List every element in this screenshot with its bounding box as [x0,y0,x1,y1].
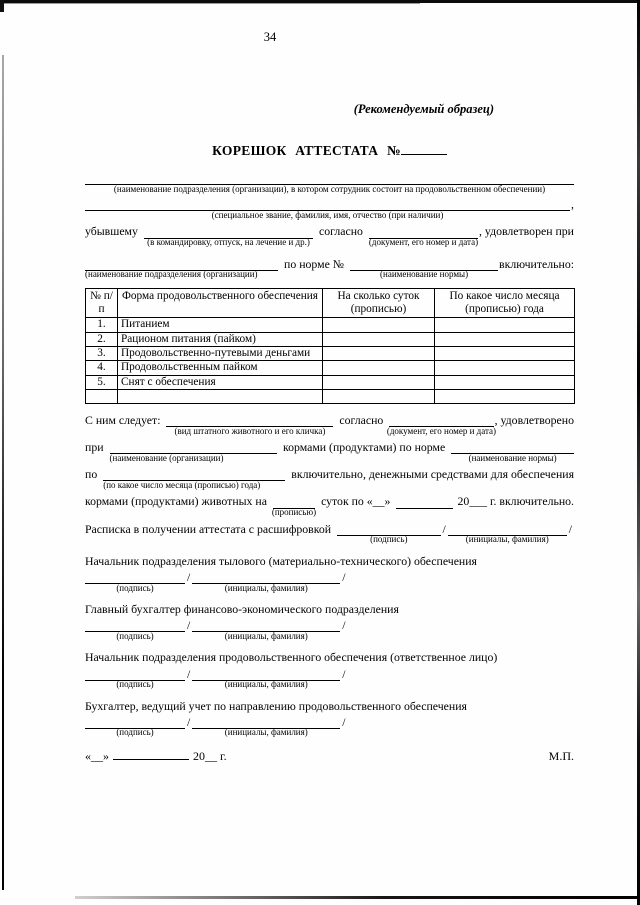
initials-caption: (инициалы, фамилия) [224,727,308,738]
norm-name-blank [350,257,498,280]
unit-name-blank [85,171,574,194]
row-days [323,318,435,332]
signature-caption: (подпись) [116,727,154,738]
row-until [435,361,575,375]
header-num: № п/п [86,288,118,318]
row-num: 4. [86,361,118,375]
signature-blank [85,570,185,593]
signature-caption: (подпись) [116,582,154,593]
departed-line [85,224,574,247]
according-label: согласно [319,224,363,239]
initials-caption: (инициалы, фамилия) [224,630,308,641]
row-form: Продовольственным пайком [118,361,323,375]
scan-edge-bottom [75,896,637,899]
days-count-caption: (прописью) [271,507,317,518]
fodder-norm-blank [451,440,574,463]
satisfied2-label: , удовлетворено [494,412,574,427]
receipt-line [85,521,574,545]
issuing-unit-caption: (наименование подразделения (организации) [85,269,258,280]
receipt-label: Расписка в получении аттестата с расшифровкой [85,521,332,536]
form-title [85,143,574,159]
form-title-text: КОРЕШОК АТТЕСТАТА № [212,143,401,158]
inclusive-label: включительно: [499,256,574,271]
initials-caption: (инициалы, фамилия) [224,679,308,690]
norm-line [85,256,574,280]
signature-title: Начальник подразделения продовольственного обеспечения (ответственное лицо) [85,650,498,665]
table-row [86,361,575,375]
departed-label: убывшему [85,224,138,239]
form-content [85,0,574,763]
date-day: «__» [85,748,109,763]
norm-number-label: по норме № [284,256,345,271]
unit-line-caption: (наименование подразделения (организации), в котором сотрудник состоит на продовольственном обеспечении) [113,183,546,194]
row-form: Рационом питания (пайком) [118,332,323,346]
row-num: 3. [86,346,118,360]
row-days [323,361,435,375]
scan-edge-left-corner [0,0,4,12]
row-until [435,375,575,389]
slash: / [568,521,572,536]
signature-block [85,650,574,690]
row-until [435,389,575,403]
table-row [86,375,575,389]
date-year: 20__ г. [193,748,227,763]
fodder-norm-label: кормами (продуктами) по норме [282,440,446,455]
signature-line [85,666,574,690]
signature-title: Главный бухгалтер финансово-экономического подразделения [85,602,399,617]
destination-blank [144,225,313,247]
row-days [323,389,435,403]
signature-block [85,602,574,641]
row-form [118,389,323,403]
row-days [323,346,435,360]
fodder-norm-caption: (наименование нормы) [468,452,557,463]
signature-line [85,569,574,593]
signature-blank [85,667,185,690]
row-num: 1. [86,318,118,332]
row-days [323,375,435,389]
row-until [435,332,575,346]
recommended-sample-note: (Рекомендуемый образец) [353,102,494,116]
table-row [86,346,575,360]
until-label: по [85,467,98,482]
person-line-caption: (специальное звание, фамилия, имя, отчество (при наличии) [211,209,444,220]
certificate-number-blank [401,144,447,155]
scan-edge-left [2,55,4,890]
until-date-blank [103,467,285,490]
animal-line3 [85,467,574,490]
receipt-initials-caption: (инициалы, фамилия) [465,534,549,545]
initials-blank [192,667,340,690]
signature-caption: (подпись) [116,679,154,690]
initials-blank [192,570,340,593]
row-form: Снят с обеспечения [118,375,323,389]
initials-blank [192,715,340,738]
initials-caption: (инициалы, фамилия) [224,582,308,593]
page-number: 34 [263,30,277,44]
animal-line1 [85,412,574,436]
table-row [86,332,575,346]
date-line [85,749,227,763]
initials-blank [192,618,340,641]
slash: / [187,714,191,729]
signature-blank [85,715,185,738]
animal-line4 [85,494,574,518]
until-date-caption: (по какое число месяца (прописью) года) [103,479,261,490]
destination-caption: (в командировку, отпуск, на лечение и др.) [147,237,310,247]
slash: / [187,666,191,681]
row-until [435,318,575,332]
satisfied-label: , удовлетворен при [479,224,574,239]
row-form: Питанием [118,318,323,332]
person-line [85,197,574,220]
norm-name-caption: (наименование нормы) [380,269,469,280]
slash: / [187,618,191,633]
row-num [86,389,118,403]
signature-line [85,714,574,738]
organization-blank [109,440,277,463]
signature-line [85,618,574,641]
footer-row [85,749,574,763]
person-name-blank [85,197,570,220]
person-line-comma: , [571,197,574,212]
table-row [86,318,575,332]
month-blank [396,495,452,509]
issuing-unit-blank [85,257,278,280]
slash: / [342,618,346,633]
table-header-row [86,288,575,318]
slash: / [342,666,346,681]
header-until: По какое число месяца (прописью) года [435,288,575,318]
signature-block [85,698,574,738]
row-num: 2. [86,332,118,346]
unit-line [85,171,574,194]
header-form: Форма продовольственного обеспечения [118,288,323,318]
header-days: На сколько суток (прописью) [323,288,435,318]
animal-section [85,412,574,545]
document2-blank [386,413,497,436]
table-row-empty [86,389,575,403]
signature-title: Начальник подразделения тылового (материально-технического) обеспечения [85,553,477,568]
stamp-place: М.П. [548,748,574,763]
slash: / [442,521,446,536]
slash: / [187,569,191,584]
at-label: при [85,440,104,455]
signature-blank [85,618,185,641]
row-until [435,346,575,360]
receipt-initials-blank [448,522,567,545]
signature-title: Бухгалтер, ведущий учет по направлению продовольственного обеспечения [85,698,467,713]
organization-caption: (наименование (организации) [109,452,224,463]
signature-caption: (подпись) [116,630,154,641]
days-until-label: суток по «__» [321,494,391,509]
date-month-blank [113,749,189,760]
animal-kind-blank [166,413,333,436]
animal-line2 [85,440,574,463]
year-inclusive-label: 20___ г. включительно. [457,494,574,509]
slash: / [342,569,346,584]
receipt-signature-blank [337,522,440,545]
fodder-animals-label: кормами (продуктами) животных на [85,494,267,509]
inclusive-money-label: включительно, денежными средствами для обеспечения [291,467,574,482]
signature-block [85,553,574,593]
document-caption: (документ, его номер и дата) [368,237,479,247]
provision-table [85,288,575,404]
row-days [323,332,435,346]
receipt-signature-caption: (подпись) [370,534,408,545]
row-num: 5. [86,375,118,389]
document2-caption: (документ, его номер и дата) [386,425,497,436]
animal-kind-caption: (вид штатного животного и его кличка) [174,425,326,436]
slash: / [342,714,346,729]
according2-label: согласно [339,412,384,427]
follows-label: С ним следует: [85,412,161,427]
document-blank [368,225,479,247]
row-form: Продовольственно-путевыми деньгами [118,346,323,360]
days-count-blank [271,495,317,518]
